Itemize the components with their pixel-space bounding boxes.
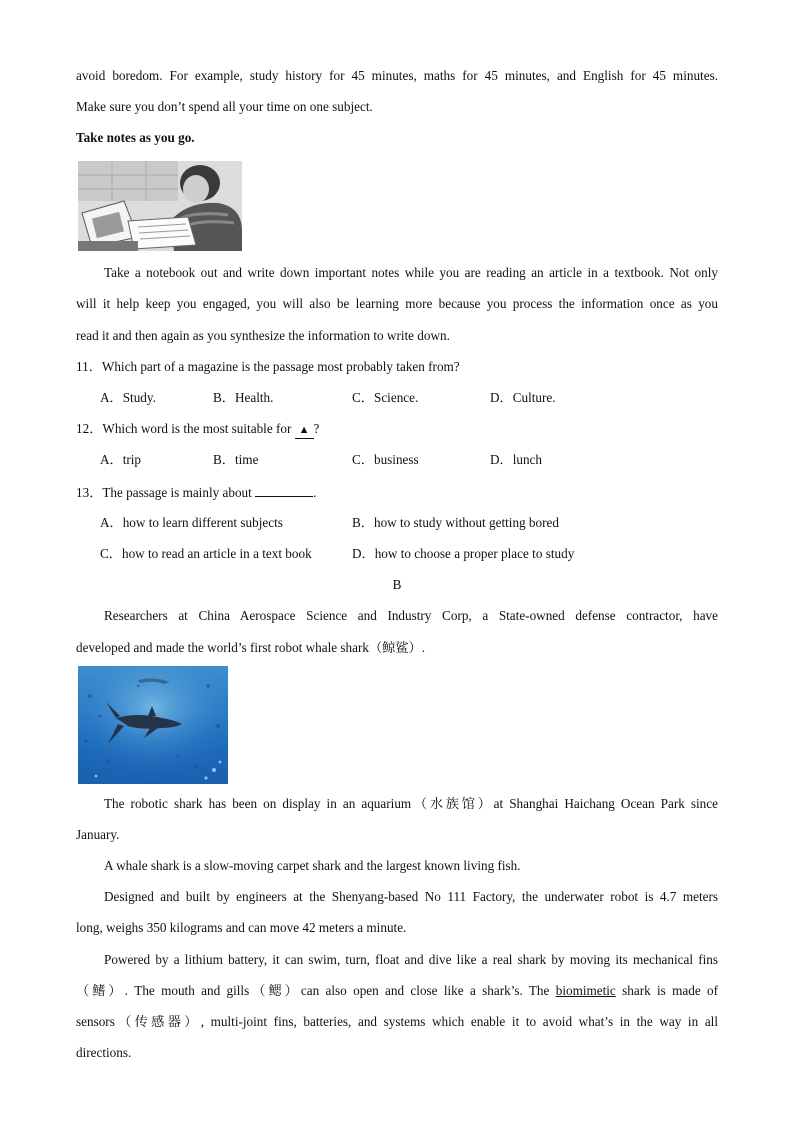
- whale-shark-photo-drawing: [78, 666, 228, 784]
- paragraph-line: January.: [76, 827, 120, 842]
- question-13-stem-text: 13．The passage is mainly about: [76, 485, 252, 500]
- paragraph-line: [76, 983, 718, 999]
- paragraph-line: Researchers at China Aerospace Science and Industry Corp, a State-owned defense contractor, have: [104, 608, 718, 623]
- question-11-option-a[interactable]: A．Study.: [100, 390, 156, 405]
- question-13-option-c[interactable]: C．how to read an article in a text book: [100, 546, 312, 561]
- question-13-option-d[interactable]: D．how to choose a proper place to study: [352, 546, 575, 561]
- note-taking-illustration: [78, 161, 242, 251]
- question-12-stem-text: 12．Which word is the most suitable for: [76, 421, 292, 436]
- question-11-option-b[interactable]: B．Health.: [213, 390, 274, 405]
- section-label: B: [392, 577, 402, 592]
- paragraph-text: （鳍）. The mouth and gills（鳃）can also open and close like a shark’s. The: [76, 983, 550, 998]
- question-13-option-b[interactable]: B．how to study without getting bored: [352, 515, 559, 530]
- paragraph-line: Make sure you don’t spend all your time on one subject.: [76, 99, 373, 114]
- question-13-option-a[interactable]: A．how to learn different subjects: [100, 515, 283, 530]
- question-12-option-a[interactable]: A．trip: [100, 452, 142, 467]
- question-13-stem: [76, 484, 316, 501]
- section-heading: Take notes as you go.: [76, 130, 195, 145]
- paragraph-line: Designed and built by engineers at the Shenyang-based No 111 Factory, the underwater robot is 4.7 meters: [104, 889, 718, 904]
- paragraph-line: Powered by a lithium battery, it can swim, turn, float and dive like a real shark by moving its mechanical fins: [104, 952, 718, 967]
- question-12-option-c[interactable]: C．business: [352, 452, 419, 467]
- question-12-stem-end: ?: [313, 421, 320, 436]
- paragraph-line: read it and then again as you synthesize the information to write down.: [76, 328, 450, 343]
- question-12-option-b[interactable]: B．time: [213, 452, 259, 467]
- paragraph-line: avoid boredom. For example, study history for 45 minutes, maths for 45 minutes, and English for 45 minutes.: [76, 68, 718, 83]
- answer-blank[interactable]: [255, 484, 313, 497]
- question-11-option-c[interactable]: C．Science.: [352, 390, 419, 405]
- question-13-stem-end: .: [313, 485, 317, 500]
- question-12-stem: [76, 421, 319, 439]
- blank-triangle-mark: ▲: [295, 422, 314, 439]
- question-12-option-d[interactable]: D．lunch: [490, 452, 543, 467]
- paragraph-line: A whale shark is a slow-moving carpet shark and the largest known living fish.: [104, 858, 521, 873]
- paragraph-line: Take a notebook out and write down important notes while you are reading an article in a textbook. Not only: [104, 265, 718, 280]
- paragraph-line: directions.: [76, 1045, 132, 1060]
- paragraph-line: developed and made the world’s first robot whale shark（鲸鲨）.: [76, 640, 426, 655]
- paragraph-line: long, weighs 350 kilograms and can move 42 meters a minute.: [76, 920, 407, 935]
- question-11-option-d[interactable]: D．Culture.: [490, 390, 556, 405]
- paragraph-text: shark is made of: [622, 983, 719, 998]
- note-taking-illustration-drawing: [78, 161, 242, 251]
- underlined-word: biomimetic: [555, 983, 616, 998]
- question-11-stem: 11．Which part of a magazine is the passage most probably taken from?: [76, 359, 460, 374]
- whale-shark-photo: [78, 666, 228, 784]
- paragraph-line: sensors（传感器）, multi-joint fins, batteries, and systems which enable it to avoid what’s in the way in all: [76, 1014, 718, 1029]
- paragraph-line: The robotic shark has been on display in an aquarium（水族馆）at Shanghai Haichang Ocean Park since: [104, 796, 718, 811]
- paragraph-line: will it help keep you engaged, you will also be learning more because you process the information once as you: [76, 296, 718, 311]
